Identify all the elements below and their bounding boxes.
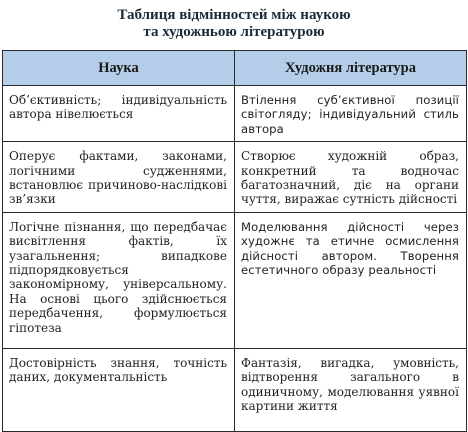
cell-science: Об’єктивність; індивідуальність автора нівелюється [3,86,235,142]
table-header-row [3,51,467,86]
cell-literature: Фантазія, вигадка, умовність, відтворення загального в одиничному, моделювання уявної картини життя [235,348,467,431]
cell-literature: Втілення суб’єктивної позиції світогляду; індивідуальний стиль автора [235,86,467,142]
cell-literature: Створює художній образ, конкретний та водночас багатозначний, діє на органи чуття, виражає сутність дійсності [235,142,467,213]
cell-science: Достовірність знання, точність даних, документальність [3,348,235,431]
cell-science: Логічне пізнання, що передбачає висвітлення фактів, їх узагальнення; випадкове підпорядковується закономірному, універсальному. На основі цього здійснюється передбачення, формулюється гіпотеза [3,212,235,348]
header-science: Наука [3,51,235,86]
table-row [3,348,467,431]
cell-literature: Моделювання дійсності через художнє та етичне осмислення дійсності автором. Творення естетичного образу реальності [235,212,467,348]
table-row [3,142,467,213]
title-line-1: Таблиця відмінностей між наукою [117,7,351,23]
comparison-table [2,50,467,432]
header-literature: Художня література [235,51,467,86]
cell-science: Оперує фактами, законами, логічними судженнями, встановлює причиново-наслідкові зв’язки [3,142,235,213]
title-line-2: та художньою літературою [143,24,325,40]
table-row [3,86,467,142]
page-title [0,7,468,41]
table-row [3,212,467,348]
